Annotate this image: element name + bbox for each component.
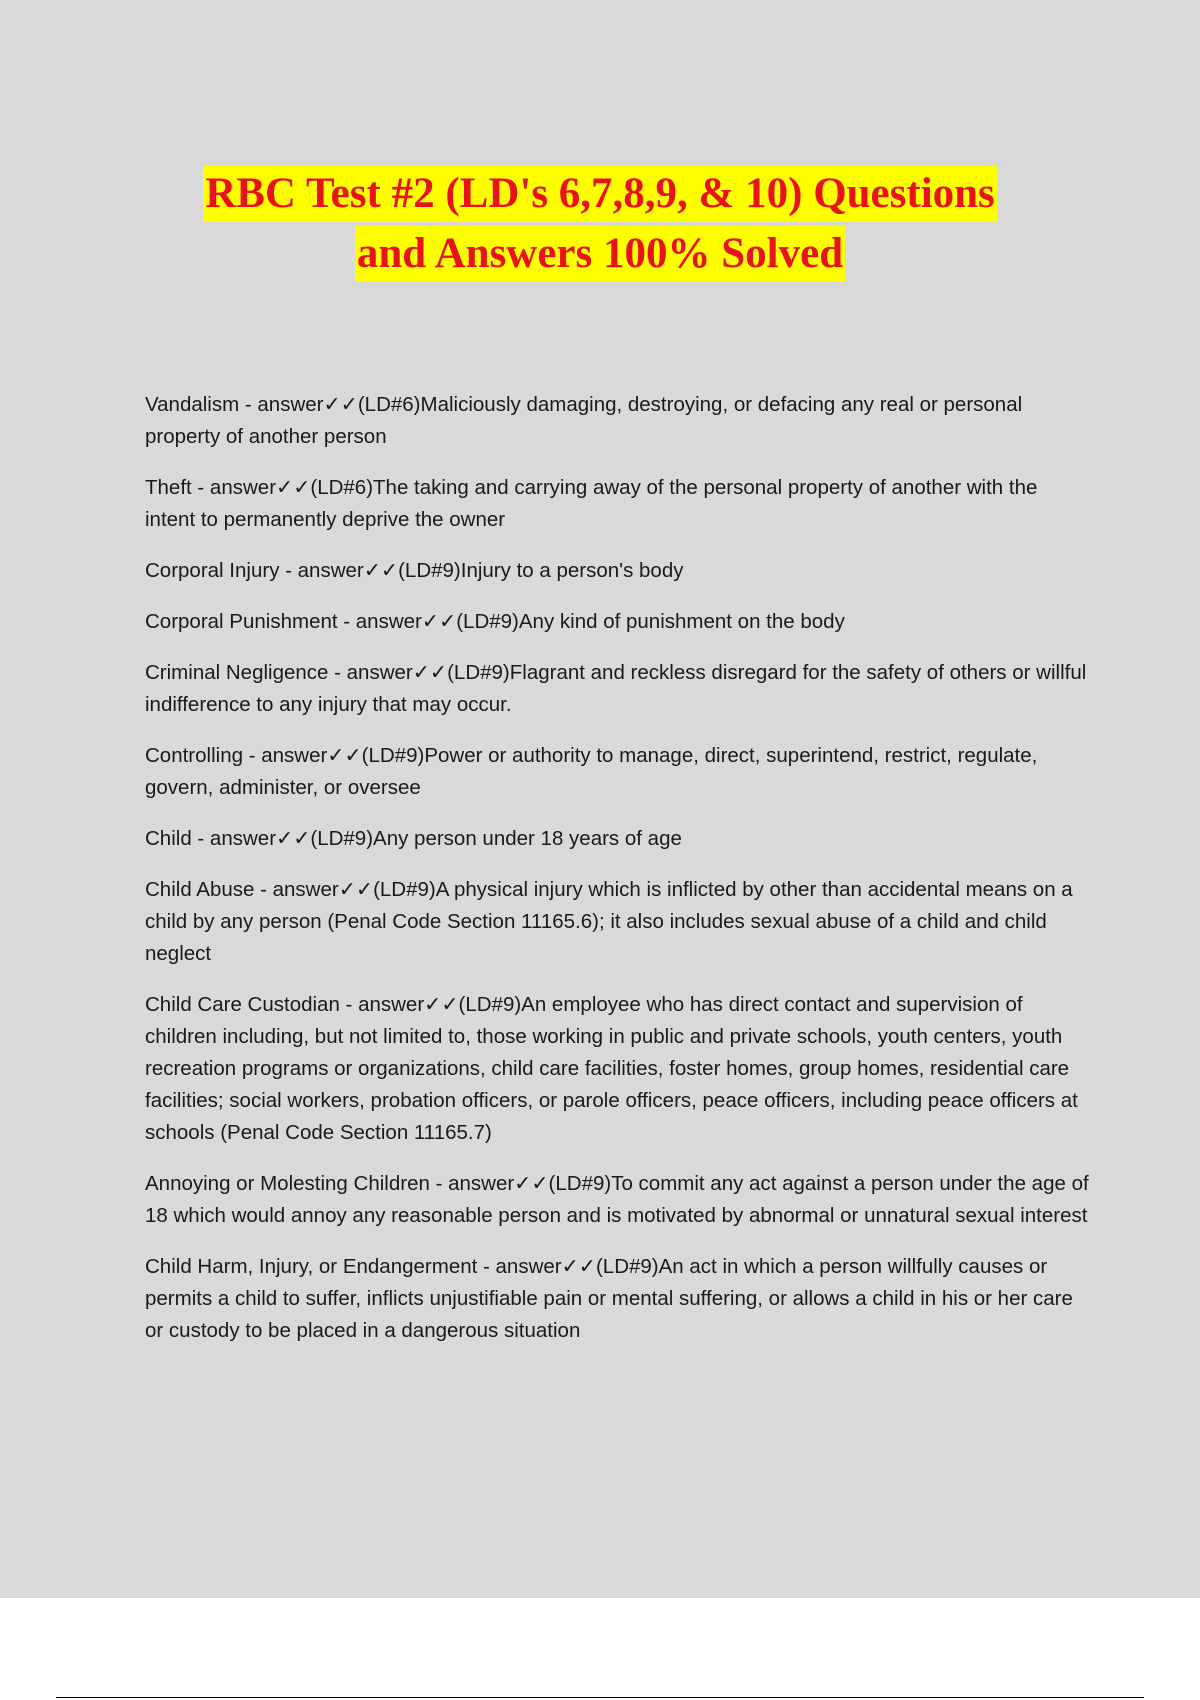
- qa-item-criminal-negligence: Criminal Negligence - answer✓✓(LD#9)Flagrant and reckless disregard for the safety of others or willful indifference to any injury that may occur.: [145, 661, 1087, 716]
- qa-item-child-abuse: Child Abuse - answer✓✓(LD#9)A physical injury which is inflicted by other than accidental means on a child by any person (Penal Code Section 11165.6); it also includes sexual abuse of a child and child neglect: [145, 878, 1073, 965]
- qa-item-corporal-punishment: Corporal Punishment - answer✓✓(LD#9)Any kind of punishment on the body: [145, 610, 845, 633]
- qa-item-vandalism: Vandalism - answer✓✓(LD#6)Maliciously damaging, destroying, or defacing any real or personal property of another person: [145, 393, 1023, 448]
- document-title: [0, 166, 1200, 286]
- qa-item-child-care-custodian: Child Care Custodian - answer✓✓(LD#9)An employee who has direct contact and supervision of children including, but not limited to, those working in public and private schools, youth centers, youth recreation programs or organizations, child care facilities, foster homes, group homes, residential care facilities; social workers, probation officers, or parole officers, peace officers, including peace officers at schools (Penal Code Section 11165.7): [145, 993, 1078, 1144]
- qa-item-controlling: Controlling - answer✓✓(LD#9)Power or authority to manage, direct, superintend, restrict, regulate, govern, administer, or oversee: [145, 744, 1038, 799]
- qa-item-corporal-injury: Corporal Injury - answer✓✓(LD#9)Injury to a person's body: [145, 559, 684, 582]
- title-line-1: RBC Test #2 (LD's 6,7,8,9, & 10) Questions: [203, 166, 997, 222]
- title-line-2: and Answers 100% Solved: [355, 226, 845, 282]
- qa-item-theft: Theft - answer✓✓(LD#6)The taking and carrying away of the personal property of another with the intent to permanently deprive the owner: [145, 476, 1038, 531]
- qa-item-annoying-or-molesting-children: Annoying or Molesting Children - answer✓✓(LD#9)To commit any act against a person under the age of 18 which would annoy any reasonable person and is motivated by abnormal or unnatural sexual interest: [145, 1172, 1089, 1227]
- qa-list: [145, 389, 1090, 1366]
- page-footer: [0, 1598, 1200, 1700]
- qa-item-child: Child - answer✓✓(LD#9)Any person under 18 years of age: [145, 827, 682, 850]
- qa-item-child-harm: Child Harm, Injury, or Endangerment - answer✓✓(LD#9)An act in which a person willfully causes or permits a child to suffer, inflicts unjustifiable pain or mental suffering, or allows a child in his or her care or custody to be placed in a dangerous situation: [145, 1255, 1073, 1342]
- footer-divider: [56, 1697, 1144, 1698]
